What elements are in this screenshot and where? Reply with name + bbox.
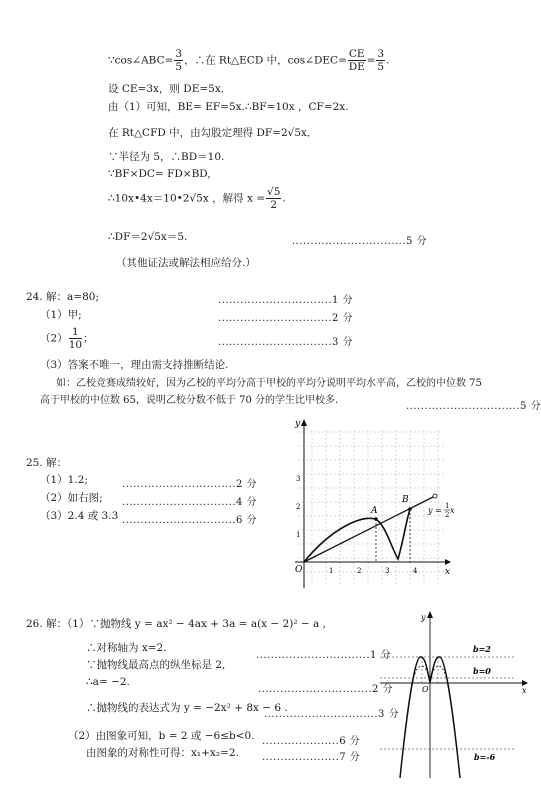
line-eq-var: x bbox=[450, 506, 455, 515]
y-axis-label-26: y bbox=[421, 613, 426, 622]
origin-label: O bbox=[295, 565, 303, 575]
q26-score-4: ...............................2 分 bbox=[258, 684, 394, 695]
q26-score-2: ...............................1 分 bbox=[256, 650, 392, 661]
q24-head: 24. 解：a=80; bbox=[26, 291, 99, 303]
q25-head: 25. 解： bbox=[26, 457, 68, 469]
q23-note: （其他证法或解法相应给分.） bbox=[116, 257, 256, 269]
q24-line-3: （2） $\frac{1}{10}$ ； bbox=[40, 326, 94, 351]
q26-line-5: ∴抛物线的表达式为 y = −2x² + 8x − 6 . bbox=[86, 702, 288, 714]
q24-line-2: （1）甲; bbox=[40, 309, 82, 321]
line-eq-num: 1 bbox=[445, 502, 450, 510]
label-b2: b=2 bbox=[473, 644, 491, 654]
q26-head: 26. 解：（1）∵抛物线 y = ax² − 4ax + 3a = a(x − 2)² − a , bbox=[26, 618, 326, 630]
fraction-1-10: $\frac{1}{10}$ bbox=[68, 326, 83, 351]
line-y-half-x bbox=[304, 496, 435, 562]
point-a bbox=[374, 517, 378, 521]
q23-line-2: 设 CE=3x，则 DE=5x． bbox=[108, 83, 232, 95]
q26-line-2: ∴对称轴为 x=2. bbox=[86, 642, 167, 654]
label-b: B bbox=[402, 495, 409, 505]
q23-line-6: ∵BF×DC= FD×BD, bbox=[108, 168, 211, 180]
q25-score-1: ...............................2 分 bbox=[122, 479, 258, 490]
q23-score-8: ...............................5 分 bbox=[292, 236, 428, 247]
y-axis-label: y bbox=[295, 419, 301, 429]
q24-score-2: ...............................2 分 bbox=[218, 313, 354, 324]
q24-score-1: ...............................1 分 bbox=[218, 295, 354, 306]
q26-line-6: （2）由图象可知，b = 2 或 −6≤b<0. bbox=[68, 730, 255, 742]
q25-line-1: （1）1.2; bbox=[40, 474, 88, 486]
q26-score-7: .....................7 分 bbox=[262, 752, 361, 763]
x-tick-3: 3 bbox=[385, 567, 390, 575]
y-tick-3: 3 bbox=[296, 475, 301, 483]
x-tick-1: 1 bbox=[329, 567, 334, 575]
q26-score-5: ...............................3 分 bbox=[264, 709, 400, 720]
open-end bbox=[433, 494, 437, 498]
q26-graph bbox=[376, 610, 536, 782]
y-tick-1: 1 bbox=[296, 531, 301, 539]
x-tick-2: 2 bbox=[357, 567, 362, 575]
y-tick-2: 2 bbox=[296, 503, 301, 511]
q24-score-6: ...............................5 分 bbox=[406, 401, 541, 412]
q25-line-2: （2）如右图; bbox=[40, 492, 103, 504]
x-axis-label: x bbox=[445, 567, 451, 577]
fraction-sqrt5-2: $\frac{√5}{2}$ bbox=[267, 186, 281, 211]
q23-line-cos: ∵cos∠ABC= $\frac{3}{5}$ ，∴在 Rt△ECD 中，cos∠DEC= $\frac{CE}{DE}$ = $\frac{3}{5}$ . bbox=[108, 48, 390, 73]
q24-line-4: （3）答案不唯一，理由需支持推断结论. bbox=[40, 359, 229, 371]
q24-score-3: ...............................3 分 bbox=[218, 337, 354, 348]
q26-line-7: 由图象的对称性可得：x₁+x₂=2. bbox=[86, 747, 239, 759]
line-equation: y = bbox=[428, 506, 442, 515]
q24-line-6: 高于甲校的中位数 65，说明乙校分数不低于 70 分的学生比甲校多. bbox=[40, 395, 339, 406]
q25-line-3: （3）2.4 或 3.3 bbox=[40, 510, 119, 522]
q26-line-4: ∴a= −2. bbox=[86, 676, 130, 688]
fraction-3-5: $\frac{3}{5}$ bbox=[175, 48, 183, 73]
q25-score-2: ...............................4 分 bbox=[122, 497, 258, 508]
q23-line-8: ∴DF＝2√5x＝5. bbox=[108, 231, 188, 243]
q25-graph bbox=[285, 412, 455, 592]
q23-line-5: ∵半径为 5，∴BD＝10. bbox=[108, 151, 225, 163]
point-b bbox=[408, 507, 412, 511]
x-tick-4: 4 bbox=[413, 567, 418, 575]
label-b0: b=0 bbox=[473, 666, 491, 676]
label-b6: b=-6 bbox=[474, 752, 496, 762]
fraction-ce-de: $\frac{CE}{DE}$ bbox=[348, 48, 365, 73]
origin-label-26: O bbox=[422, 685, 429, 694]
q25-score-3: ...............................6 分 bbox=[122, 515, 258, 526]
q23-line-4: 在 Rt△CFD 中，由勾股定理得 DF=2√5x． bbox=[108, 127, 318, 139]
q23-line-7: ∴10x•4x＝10•2√5x ，解得 x = $\frac{√5}{2}$ . bbox=[108, 186, 286, 211]
fraction-3-5-b: $\frac{3}{5}$ bbox=[377, 48, 385, 73]
q24-line-5: 如：乙校竞赛成绩较好，因为乙校的平均分高于甲校的平均分说明平均水平高，乙校的中位数 75 bbox=[56, 378, 482, 389]
q26-score-6: .....................6 分 bbox=[262, 736, 361, 747]
q26-line-3: ∵抛物线最高点的纵坐标是 2, bbox=[86, 659, 226, 671]
label-a: A bbox=[371, 506, 378, 516]
q23-line-3: 由（1）可知，BE= EF=5x.∴BF=10x ，CF=2x. bbox=[108, 101, 349, 113]
x-axis-label-26: x bbox=[522, 686, 527, 695]
line-eq-den: 2 bbox=[445, 511, 450, 519]
